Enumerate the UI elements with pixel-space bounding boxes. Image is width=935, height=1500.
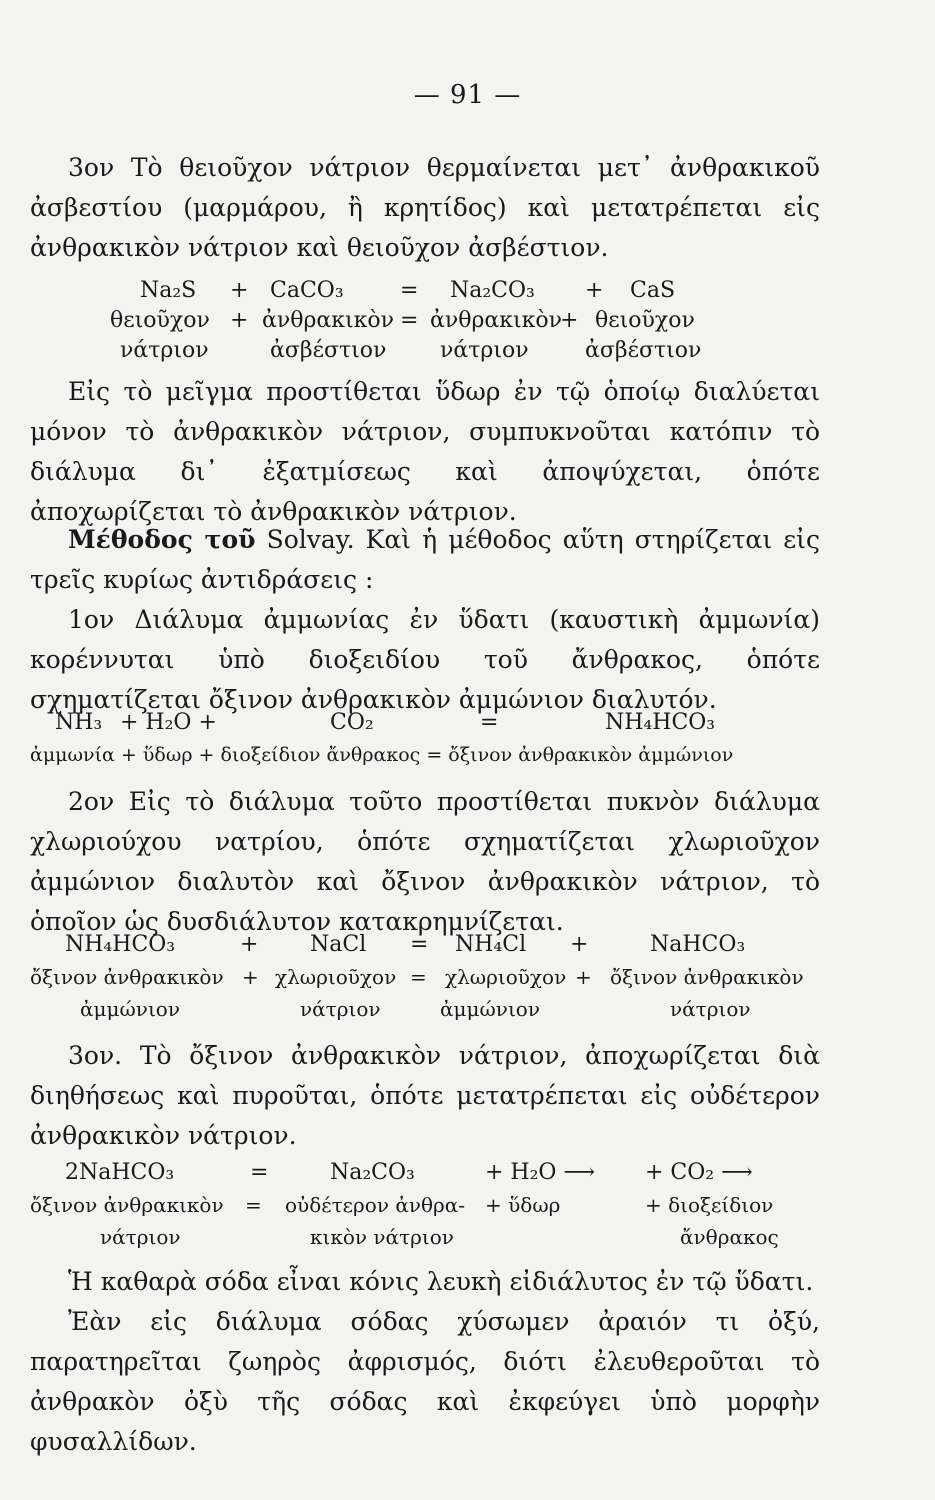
formula: NH₄Cl	[455, 932, 527, 957]
equation-4-names-line2	[30, 1222, 830, 1252]
equation-3-names-line2	[30, 994, 830, 1024]
paragraph-3-sodium-sulfide	[30, 148, 820, 268]
operator: =	[250, 1160, 269, 1185]
paragraph-text: Εἰς τὸ μεῖγμα προστίθεται ὕδωρ ἐν τῷ ὁποίῳ διαλύεται μόνον τὸ ἀνθρακικὸν νάτριον, συμπυκνοῦται κατόπιν τὸ διάλυμα δι᾽ ἐξατμίσεως καὶ ἀποψύχεται, ὁπότε ἀποχωρίζεται τὸ ἀνθρακικὸν νάτριον.	[30, 377, 820, 526]
equation-3-formulas	[30, 930, 830, 960]
paragraph-acid-reaction	[30, 1302, 820, 1462]
operator: +	[585, 278, 604, 303]
compound-name: νάτριον	[120, 338, 209, 363]
compound-name: ἀσβέστιον	[585, 338, 702, 363]
compound-name: ἀμμώνιον	[440, 997, 541, 1021]
compound-name: θειοῦχον	[110, 308, 210, 333]
operator: +	[230, 308, 249, 333]
equation-1-formulas	[30, 276, 830, 306]
compound-name: νάτριον	[440, 338, 529, 363]
paragraph-step-3	[30, 1036, 820, 1156]
compound-name: ἄνθρακος	[680, 1225, 779, 1249]
operator: =	[400, 278, 419, 303]
formula: NaCl	[310, 932, 367, 957]
equation-4-formulas	[30, 1158, 830, 1188]
formula: + H₂O +	[120, 710, 217, 735]
compound-names: ἀμμωνία + ὕδωρ + διοξείδιον ἄνθρακος = ὄξινον ἀνθρακικὸν ἀμμώνιον	[30, 744, 734, 766]
formula: Na₂CO₃	[330, 1160, 415, 1185]
operator: +	[242, 965, 259, 989]
operator: =	[410, 932, 429, 957]
equation-1-names	[30, 306, 830, 336]
compound-name: ἀμμώνιον	[80, 997, 181, 1021]
formula: NH₄HCO₃	[65, 932, 176, 957]
paragraph-text: 2ον Εἰς τὸ διάλυμα τοῦτο προστίθεται πυκνὸν διάλυμα χλωριούχου νατρίου, ὁπότε σχηματίζεται χλωριοῦχον ἀμμώνιον διαλυτὸν καὶ ὄξινον ἀνθρακικὸν νάτριον, τὸ ὁποῖον ὡς δυσδιάλυτον κατακρημνίζεται.	[30, 787, 820, 936]
paragraph-text: 3ον. Τὸ ὄξινον ἀνθρακικὸν νάτριον, ἀποχωρίζεται διὰ διηθήσεως καὶ πυροῦται, ὁπότε μετατρέπεται εἰς οὐδέτερον ἀνθρακικὸν νάτριον.	[30, 1041, 820, 1150]
equation-2-names	[30, 740, 830, 770]
section-heading: Μέθοδος τοῦ	[68, 525, 256, 554]
paragraph-step-2	[30, 782, 820, 942]
paragraph-solvay-method	[30, 520, 820, 600]
paragraph-text: 3ον Τὸ θειοῦχον νάτριον θερμαίνεται μετ᾽ ἀνθρακικοῦ ἀσβεστίου (μαρμάρου, ἢ κρητίδος) καὶ μετατρέπεται εἰς ἀνθρακικὸν νάτριον καὶ θειοῦχον ἀσβέστιον.	[30, 153, 820, 262]
formula: NH₄HCO₃	[605, 710, 716, 735]
equation-3-names	[30, 962, 830, 992]
operator: =	[480, 710, 499, 735]
formula: NH₃	[55, 710, 103, 735]
paragraph-text: Solvay. Καὶ ἡ μέθοδος αὕτη στηρίζεται εἰς τρεῖς κυρίως ἀντιδράσεις :	[30, 525, 820, 594]
compound-name: χλωριοῦχον	[445, 965, 567, 989]
compound-name: νάτριον	[300, 997, 381, 1021]
operator: +	[575, 965, 592, 989]
paragraph-text: Ἡ καθαρὰ σόδα εἶναι κόνις λευκὴ εἰδιάλυτος ἐν τῷ ὕδατι.	[68, 1267, 814, 1296]
paragraph-text: 1ον Διάλυμα ἀμμωνίας ἐν ὕδατι (καυστικὴ ἀμμωνία) κορέννυται ὑπὸ διοξειδίου τοῦ ἄνθρακος, ὁπότε σχηματίζεται ὄξινον ἀνθρακικὸν ἀμμώνιον διαλυτόν.	[30, 605, 820, 714]
compound-name: νάτριον	[670, 997, 751, 1021]
formula: 2NaHCO₃	[65, 1160, 175, 1185]
formula: Na₂CO₃	[450, 278, 535, 303]
formula: + CO₂ ⟶	[645, 1160, 753, 1185]
operator: +	[570, 932, 589, 957]
paragraph-text: Ἐὰν εἰς διάλυμα σόδας χύσωμεν ἀραιόν τι ὀξύ, παρατηρεῖται ζωηρὸς ἀφρισμός, διότι ἐλευθεροῦται τὸ ἀνθρακὸν ὀξὺ τῆς σόδας καὶ ἐκφεύγει ὑπὸ μορφὴν φυσαλλίδων.	[30, 1307, 820, 1456]
page-number: — 91 —	[413, 80, 522, 110]
compound-name: + διοξείδιον	[645, 1193, 774, 1217]
compound-name: ὄξινον ἀνθρακικὸν	[610, 965, 804, 989]
compound-name: οὐδέτερον ἀνθρα-	[285, 1193, 466, 1217]
compound-name: κικὸν νάτριον	[310, 1225, 454, 1249]
compound-name: ἀσβέστιον	[270, 338, 387, 363]
operator: +	[560, 308, 579, 333]
formula: CaCO₃	[270, 278, 344, 303]
operator: =	[400, 308, 419, 333]
compound-name: + ὕδωρ	[485, 1193, 561, 1217]
equation-2-formulas	[30, 708, 830, 738]
formula: NaHCO₃	[650, 932, 746, 957]
equation-4-names	[30, 1190, 830, 1220]
operator: +	[240, 932, 259, 957]
compound-name: νάτριον	[100, 1225, 181, 1249]
paragraph-dissolution	[30, 372, 820, 532]
formula: + H₂O ⟶	[485, 1160, 595, 1185]
operator: =	[410, 965, 427, 989]
formula: CO₂	[330, 710, 374, 735]
equation-1-names-line2	[30, 336, 830, 366]
compound-name: ἀνθρακικὸν	[262, 308, 395, 333]
compound-name: ἀνθρακικὸν	[430, 308, 563, 333]
formula: CaS	[630, 278, 676, 303]
compound-name: χλωριοῦχον	[275, 965, 397, 989]
operator: =	[245, 1193, 262, 1217]
operator: +	[230, 278, 249, 303]
compound-name: ὄξινον ἀνθρακικὸν	[30, 965, 224, 989]
paragraph-pure-soda	[30, 1262, 820, 1302]
compound-name: θειοῦχον	[595, 308, 695, 333]
formula: Na₂S	[140, 278, 197, 303]
compound-name: ὄξινον ἀνθρακικὸν	[30, 1193, 224, 1217]
paragraph-step-1	[30, 600, 820, 720]
